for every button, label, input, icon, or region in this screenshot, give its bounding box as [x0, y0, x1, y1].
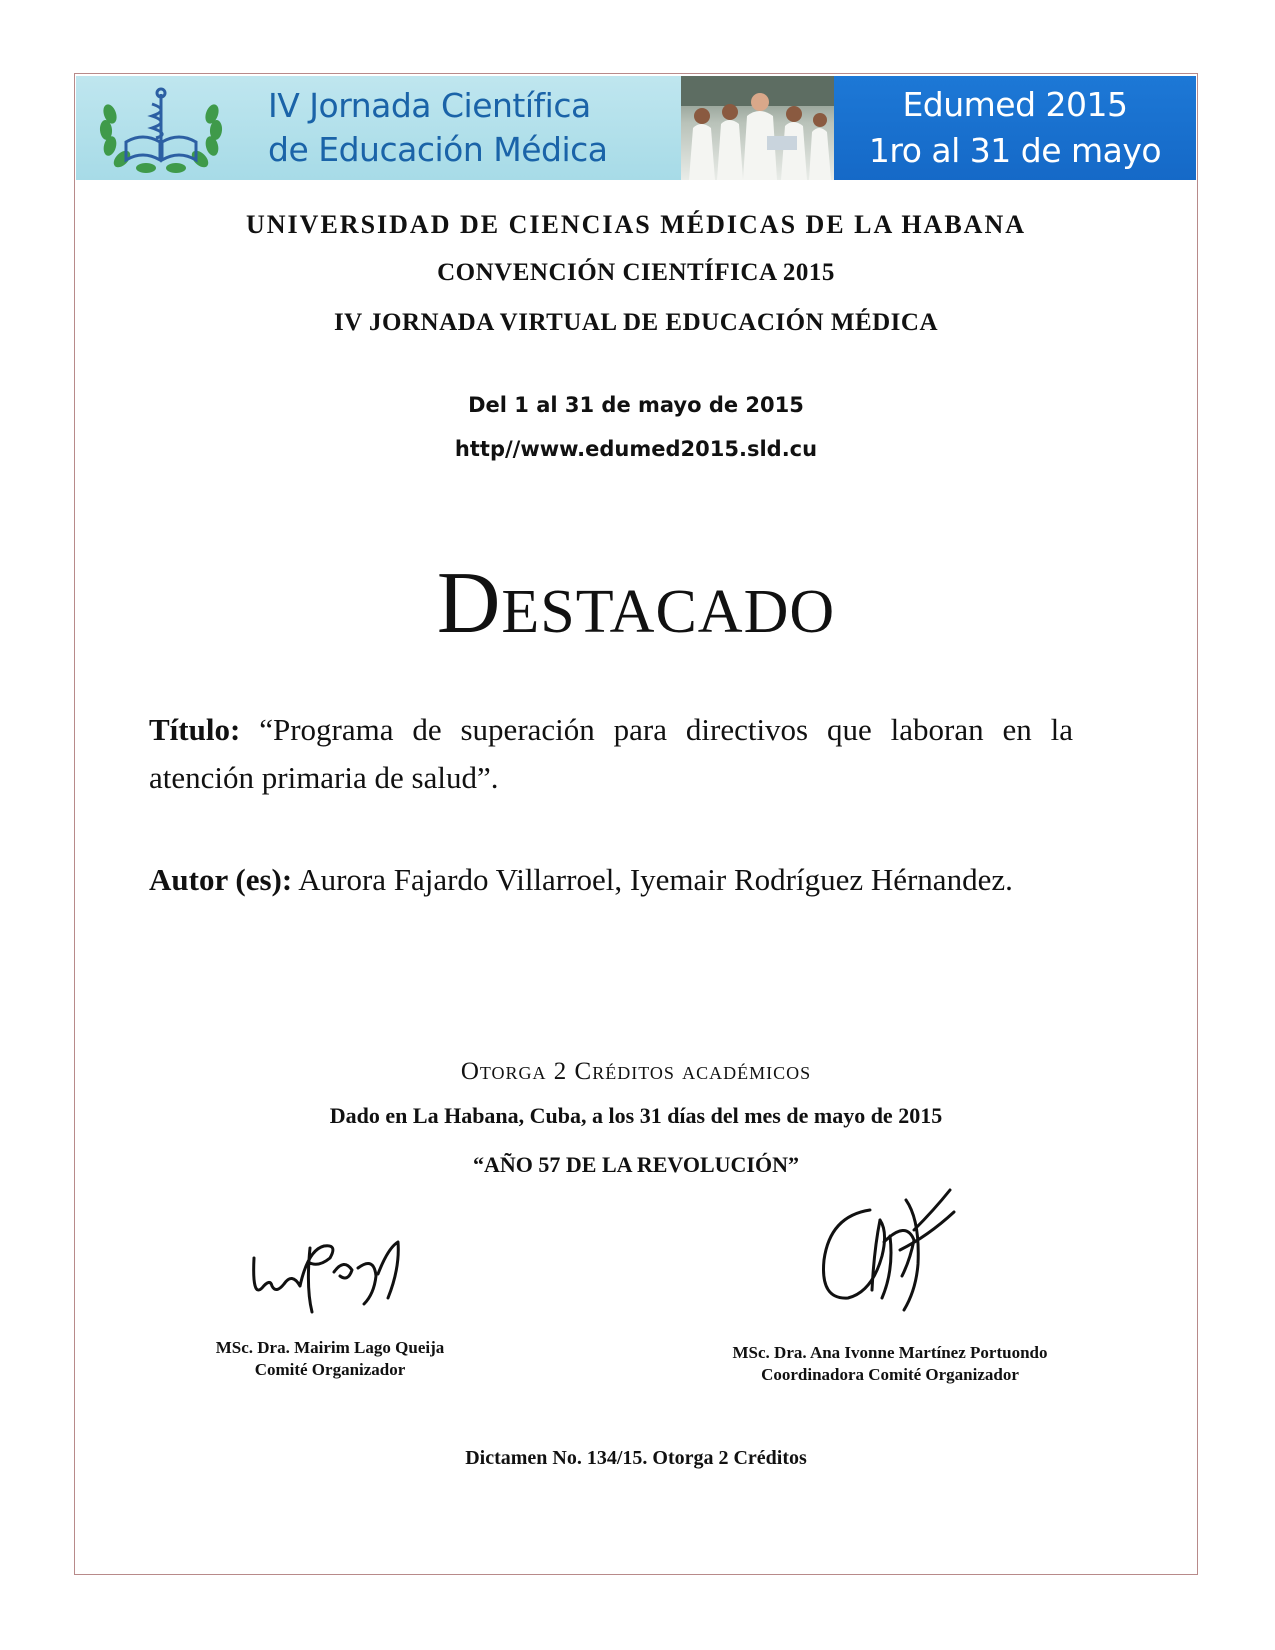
university-heading: UNIVERSIDAD DE CIENCIAS MÉDICAS DE LA HABANA [246, 210, 1026, 239]
medical-staff-photo-icon [681, 76, 834, 180]
signature-left-icon [248, 1228, 408, 1328]
banner-edumed-line-2: 1ro al 31 de mayo [868, 131, 1162, 170]
banner-title-line-2: de Educación Médica [268, 130, 608, 169]
issued-statement: Dado en La Habana, Cuba, a los 31 días del mes de mayo de 2015 [329, 1103, 943, 1128]
signer-right-name: MSc. Dra. Ana Ivonne Martínez Portuondo [732, 1343, 1048, 1362]
convention-heading: CONVENCIÓN CIENTÍFICA 2015 [437, 259, 835, 286]
event-dates: Del 1 al 31 de mayo de 2015 [468, 393, 804, 417]
banner-date-panel [834, 76, 1196, 180]
banner-title-panel [76, 76, 681, 180]
work-title-paragraph [149, 706, 1073, 802]
event-url: http//www.edumed2015.sld.cu [454, 437, 818, 461]
year-motto: “AÑO 57 DE LA REVOLUCIÓN” [473, 1152, 799, 1177]
signer-right-role: Coordinadora Comité Organizador [761, 1365, 1019, 1384]
work-author-label: Autor (es): [149, 862, 293, 897]
signer-left [180, 1337, 480, 1381]
award-title: Destacado [436, 555, 836, 652]
signer-left-role: Comité Organizador [254, 1360, 406, 1379]
caduceus-book-laurel-logo-icon [96, 84, 226, 174]
jornada-heading: IV JORNADA VIRTUAL DE EDUCACIÓN MÉDICA [333, 309, 939, 336]
signature-right-icon [810, 1180, 960, 1320]
credits-heading: Otorga 2 Créditos académicos [460, 1058, 812, 1085]
work-title-text: “Programa de superación para directivos que laboran en la atención primaria de salud”. [149, 712, 1074, 795]
work-author-paragraph [149, 856, 1073, 904]
event-banner [76, 76, 1196, 180]
banner-edumed-text [834, 82, 1196, 174]
banner-title [268, 84, 678, 172]
banner-edumed-line-1: Edumed 2015 [902, 85, 1128, 124]
work-author-text: Aurora Fajardo Villarroel, Iyemair Rodríguez Hérnandez. [298, 862, 1013, 897]
signer-left-name: MSc. Dra. Mairim Lago Queija [215, 1338, 445, 1357]
banner-title-line-1: IV Jornada Científica [268, 86, 591, 125]
work-title-label: Título: [149, 712, 241, 747]
signer-right [680, 1342, 1100, 1386]
dictamen-footer: Dictamen No. 134/15. Otorga 2 Créditos [465, 1447, 807, 1469]
